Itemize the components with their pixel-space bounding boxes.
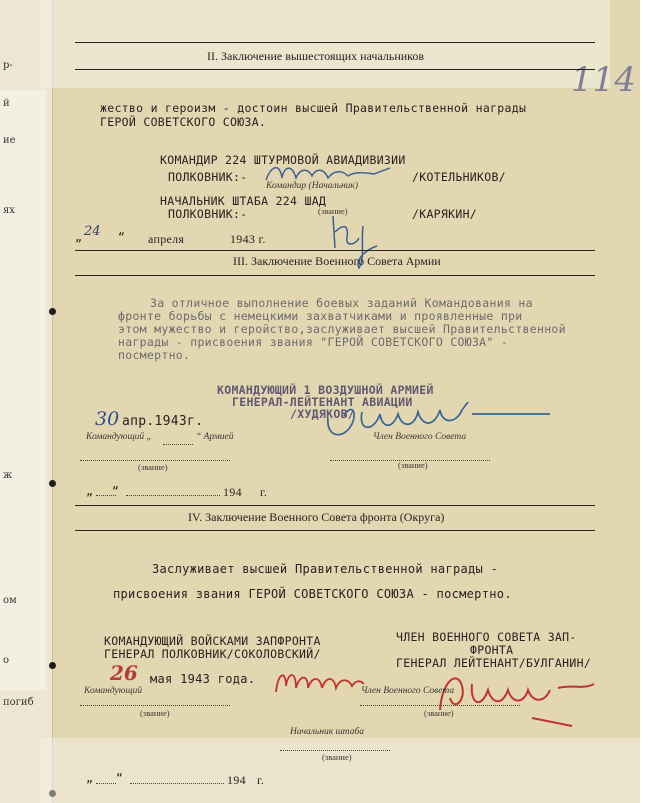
front-member-line: ФРОНТА <box>470 643 514 657</box>
section3-date-day: 30 <box>95 408 120 430</box>
date-day: 24 <box>84 224 101 239</box>
rank-hint: (звание) <box>318 206 348 216</box>
chief-rank: ПОЛКОВНИК:- <box>168 207 248 221</box>
section3-body-line: этом мужество и геройство,заслуживает высшей Правительственной <box>118 322 566 336</box>
chief-title: НАЧАЛЬНИК ШТАБА 224 ШАД <box>160 194 327 208</box>
blank-date-year: 194 <box>223 485 242 499</box>
rank-hint: (звание) <box>322 752 352 762</box>
binding-hole <box>49 308 56 315</box>
binding-strip <box>0 0 53 803</box>
dotted-blank <box>80 460 230 461</box>
section4-body-line: присвоения звания ГЕРОЙ СОВЕТСКОГО СОЮЗА - посмертно. <box>113 587 512 601</box>
section-rule <box>75 275 595 276</box>
rank-hint: (звание) <box>140 708 170 718</box>
section-rule <box>75 69 595 70</box>
army-stamp-line: ГЕНЕРАЛ-ЛЕЙТЕНАНТ АВИАЦИИ <box>232 395 413 409</box>
army-stamp-line: КОМАНДУЮЩИЙ 1 ВОЗДУШНОЙ АРМИЕЙ <box>217 383 434 397</box>
section3-title: III. Заключение Военного Совета Армии <box>233 254 441 268</box>
binding-hole <box>49 662 56 669</box>
side-fragment: ом <box>3 595 17 606</box>
section3-body-line: За отличное выполнение боевых заданий Командования на <box>150 296 533 310</box>
front-commander-line: ГЕНЕРАЛ ПОЛКОВНИК/СОКОЛОВСКИЙ/ <box>104 647 321 661</box>
section3-body-line: фронте борьбы с немецкими захватчиками и проявленные при <box>118 309 523 323</box>
dotted-blank <box>360 705 520 706</box>
section-rule <box>75 530 595 531</box>
section4-title: IV. Заключение Военного Совета фронта (Округа) <box>188 510 445 524</box>
date-close-quote: “ <box>118 230 126 244</box>
section3-body-line: награды - присвоения звания "ГЕРОЙ СОВЕТСКОГО СОЮЗА" - <box>118 335 509 349</box>
army-label: “ Армией <box>196 432 234 442</box>
rank-hint: (звание) <box>424 708 454 718</box>
date-open-quote: „ <box>86 484 94 498</box>
date-open-quote: „ <box>75 230 83 244</box>
tape-overlay <box>40 0 610 88</box>
blank-date-year: 194 <box>227 773 246 787</box>
commander-title: КОМАНДИР 224 ШТУРМОВОЙ АВИАДИВИЗИИ <box>160 153 406 167</box>
dotted-blank <box>96 783 116 784</box>
army-signature <box>322 388 562 448</box>
commander-rank: ПОЛКОВНИК:- <box>168 170 248 184</box>
dotted-blank <box>163 444 193 445</box>
side-fragment: о <box>3 655 10 666</box>
section4-body-line: Заслуживает высшей Правительственной награды - <box>152 562 499 576</box>
date-close-quote: “ <box>116 771 124 785</box>
rank-hint: (звание) <box>138 462 168 472</box>
date-year: 1943 г. <box>230 232 266 246</box>
chief-name: /КАРЯКИН/ <box>412 207 478 221</box>
section3-body-line: посмертно. <box>118 348 191 362</box>
dotted-blank <box>126 495 220 496</box>
tape-overlay <box>40 738 640 803</box>
blank-date-g: г. <box>260 485 268 499</box>
side-fragment: р- <box>3 60 13 71</box>
front-member-line: ГЕНЕРАЛ ЛЕЙТЕНАНТ/БУЛГАНИН/ <box>396 656 592 670</box>
dotted-blank <box>280 750 390 751</box>
section-rule <box>75 250 595 251</box>
section2-body-line: ГЕРОЙ СОВЕТСКОГО СОЮЗА. <box>100 115 267 129</box>
side-fragment: й <box>3 98 10 109</box>
front-member-line: ЧЛЕН ВОЕННОГО СОВЕТА ЗАП- <box>396 630 577 644</box>
dotted-blank <box>130 783 224 784</box>
binding-hole <box>49 480 56 487</box>
chief-of-staff-label: Начальник штаба <box>290 727 364 737</box>
rank-hint: (звание) <box>398 460 428 470</box>
date-close-quote: “ <box>112 484 120 498</box>
side-fragment: ж <box>3 470 13 481</box>
section4-date-day: 26 <box>110 661 138 685</box>
section3-date-typed: апр.1943г. <box>122 414 204 429</box>
front-commander-signature <box>272 662 368 700</box>
section-rule <box>75 505 595 506</box>
side-fragment: ях <box>3 205 15 216</box>
front-member-label: Член Военного Совета <box>361 686 455 696</box>
commander-hint: Командир (Начальник) <box>266 181 359 191</box>
front-member-signature <box>432 660 602 732</box>
army-stamp-line: /ХУДЯКОВ/ <box>290 407 356 421</box>
section2-title: II. Заключение вышестоящих начальников <box>207 49 425 63</box>
side-fragment: ие <box>3 135 16 146</box>
date-month: апреля <box>148 232 185 246</box>
blank-date-g: г. <box>257 773 265 787</box>
section4-date-typed: мая 1943 года. <box>150 672 256 686</box>
section-rule <box>75 42 595 43</box>
section2-body-line: жество и героизм - достоин высшей Правительственной награды <box>100 101 527 115</box>
army-commander-label: Командующий „ <box>86 432 152 442</box>
date-open-quote: „ <box>86 771 94 785</box>
dotted-blank <box>80 705 230 706</box>
archive-number: 114 <box>571 60 636 100</box>
side-fragment: погиб <box>3 697 34 708</box>
commander-name: /КОТЕЛЬНИКОВ/ <box>412 170 506 184</box>
front-commander-label: Командующий <box>84 686 143 696</box>
front-commander-line: КОМАНДУЮЩИЙ ВОЙСКАМИ ЗАПФРОНТА <box>104 634 321 648</box>
army-member-label: Член Военного Совета <box>373 432 467 442</box>
